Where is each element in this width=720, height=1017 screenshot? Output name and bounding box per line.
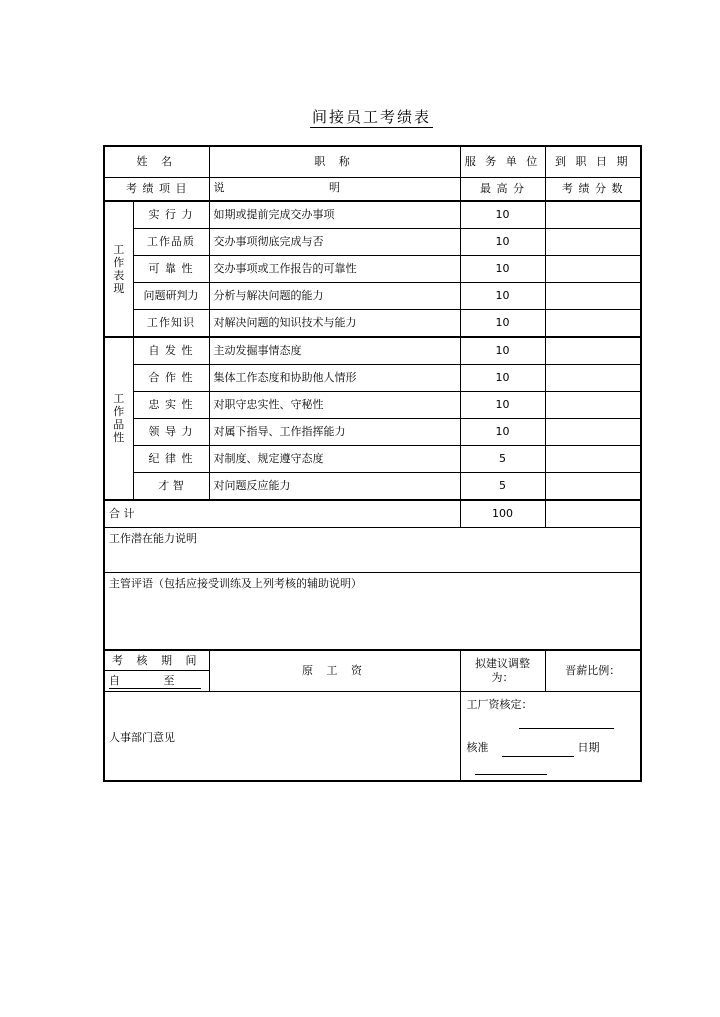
table-row <box>104 392 641 419</box>
item-description: 对解决问题的知识技术与能力 <box>209 310 460 338</box>
item-description: 交办事项彻底完成与否 <box>209 229 460 256</box>
review-period-range[interactable] <box>105 671 209 691</box>
table-row <box>104 365 641 392</box>
identity-header-row <box>104 146 641 178</box>
approval-date-label: 日期 <box>577 741 600 754</box>
item-score-input[interactable] <box>545 337 641 365</box>
item-max-score: 10 <box>460 337 545 365</box>
item-name: 实 行 力 <box>133 201 209 229</box>
column-header-description-left: 说 <box>213 181 225 194</box>
supervisor-comment-label[interactable]: 主管评语（包括应接受训练及上列考核的辅助说明） <box>104 573 641 651</box>
page-title <box>103 106 640 128</box>
review-period-to: 至 <box>163 674 175 687</box>
factory-approve-blank[interactable] <box>519 728 614 729</box>
supervisor-comment-row <box>104 573 641 651</box>
field-label-job-title: 职 称 <box>209 146 460 178</box>
review-period-cell <box>104 650 209 692</box>
item-max-score: 5 <box>460 446 545 473</box>
appraisal-form-table <box>103 145 642 782</box>
item-name: 工作知识 <box>133 310 209 338</box>
total-label: 合 计 <box>104 500 460 528</box>
column-header-score: 考 绩 分 数 <box>545 178 641 202</box>
item-max-score: 10 <box>460 310 545 338</box>
item-max-score: 10 <box>460 365 545 392</box>
table-row <box>104 446 641 473</box>
item-name: 才 智 <box>133 473 209 501</box>
item-description: 集体工作态度和协助他人情形 <box>209 365 460 392</box>
item-description: 交办事项或工作报告的可靠性 <box>209 256 460 283</box>
salary-row <box>104 650 641 692</box>
table-row <box>104 283 641 310</box>
item-score-input[interactable] <box>545 283 641 310</box>
item-description: 对问题反应能力 <box>209 473 460 501</box>
item-name: 忠 实 性 <box>133 392 209 419</box>
item-max-score: 5 <box>460 473 545 501</box>
item-score-input[interactable] <box>545 201 641 229</box>
proposed-adjustment-label[interactable]: 拟建议调整为： <box>460 650 545 692</box>
item-score-input[interactable] <box>545 473 641 501</box>
field-label-hire-date: 到 职 日 期 <box>545 146 641 178</box>
table-row <box>104 419 641 446</box>
item-description: 对职守忠实性、守秘性 <box>209 392 460 419</box>
column-header-max-score: 最 高 分 <box>460 178 545 202</box>
item-name: 可 靠 性 <box>133 256 209 283</box>
item-score-input[interactable] <box>545 446 641 473</box>
item-score-input[interactable] <box>545 419 641 446</box>
table-row <box>104 256 641 283</box>
approval-block <box>460 692 641 782</box>
table-row <box>104 337 641 365</box>
group-label-work-character: 工作品性 <box>104 337 133 500</box>
item-name: 工作品质 <box>133 229 209 256</box>
field-label-department: 服 务 单 位 <box>460 146 545 178</box>
potential-ability-label[interactable]: 工作潜在能力说明 <box>104 528 641 573</box>
item-description: 对制度、规定遵守态度 <box>209 446 460 473</box>
item-description: 如期或提前完成交办事项 <box>209 201 460 229</box>
approver-label: 核准 <box>466 741 489 754</box>
item-score-input[interactable] <box>545 392 641 419</box>
hr-opinion-label[interactable]: 人事部门意见 <box>104 692 460 782</box>
item-description: 主动发掘事情态度 <box>209 337 460 365</box>
factory-approve-label: 工厂资核定： <box>466 698 533 711</box>
approver-blank[interactable] <box>502 756 574 757</box>
item-score-input[interactable] <box>545 310 641 338</box>
field-label-name: 姓 名 <box>104 146 209 178</box>
item-name: 纪 律 性 <box>133 446 209 473</box>
review-period-from: 自 <box>109 674 120 687</box>
group-label-work-performance: 工作表现 <box>104 201 133 337</box>
item-max-score: 10 <box>460 283 545 310</box>
page-title-text: 间接员工考绩表 <box>311 108 431 126</box>
item-score-input[interactable] <box>545 256 641 283</box>
column-header-item: 考 绩 项 目 <box>104 178 209 202</box>
approver-date-line <box>467 739 635 775</box>
item-name: 自 发 性 <box>133 337 209 365</box>
table-row <box>104 229 641 256</box>
table-row <box>104 310 641 338</box>
item-name: 合 作 性 <box>133 365 209 392</box>
column-header-description <box>209 178 460 202</box>
original-salary-label: 原 工 资 <box>209 650 460 692</box>
review-period-label: 考 核 期 间 <box>105 651 209 671</box>
item-max-score: 10 <box>460 256 545 283</box>
total-max-score: 100 <box>460 500 545 528</box>
item-max-score: 10 <box>460 201 545 229</box>
review-period-underline <box>109 688 201 689</box>
potential-ability-row <box>104 528 641 573</box>
raise-ratio-label[interactable]: 晋薪比例： <box>545 650 641 692</box>
item-score-input[interactable] <box>545 229 641 256</box>
column-header-row <box>104 178 641 202</box>
item-max-score: 10 <box>460 392 545 419</box>
column-header-description-right: 明 <box>329 181 340 194</box>
total-row <box>104 500 641 528</box>
approval-date-blank[interactable] <box>475 774 547 775</box>
item-score-input[interactable] <box>545 365 641 392</box>
item-description: 对属下指导、工作指挥能力 <box>209 419 460 446</box>
item-name: 领 导 力 <box>133 419 209 446</box>
item-name: 问题研判力 <box>133 283 209 310</box>
item-description: 分析与解决问题的能力 <box>209 283 460 310</box>
item-max-score: 10 <box>460 229 545 256</box>
table-row <box>104 473 641 501</box>
table-row <box>104 201 641 229</box>
factory-approve-line <box>467 697 635 729</box>
approval-row <box>104 692 641 782</box>
item-max-score: 10 <box>460 419 545 446</box>
total-score-input[interactable] <box>545 500 641 528</box>
